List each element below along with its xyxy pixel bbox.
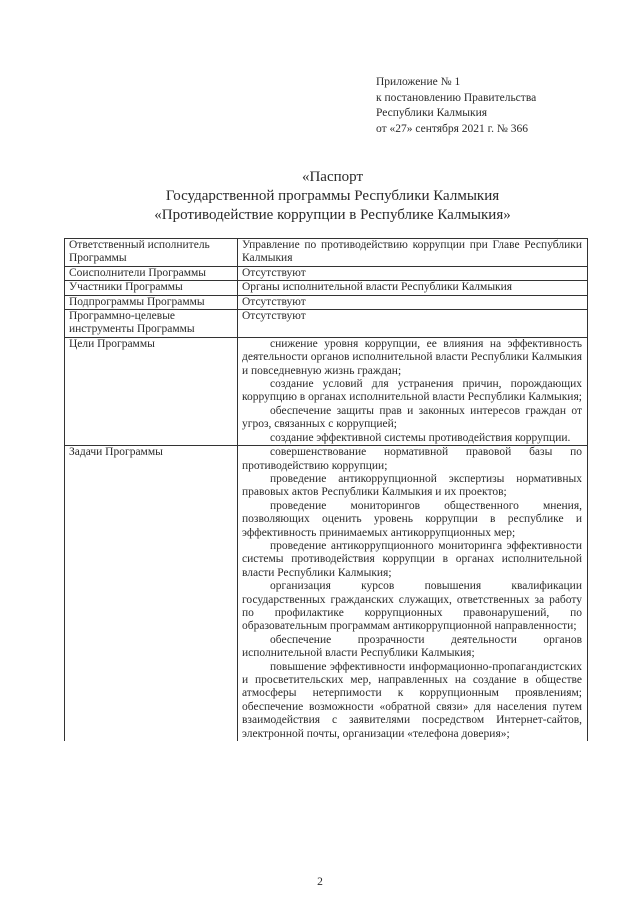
row-label: Задачи Программы <box>65 446 238 741</box>
goal-item: снижение уровня коррупции, ее влияния на эффективность деятельности органов исполнительной власти Республики Калмыкия и повседневную жизнь граждан; <box>242 337 582 377</box>
appendix-line: Приложение № 1 <box>376 76 461 88</box>
page-number: 2 <box>317 876 323 888</box>
title-line: «Противодействие коррупции в Республике Калмыкия» <box>154 207 511 223</box>
row-label: Программно-целевые инструменты Программы <box>65 310 238 338</box>
task-item: совершенствование нормативной правовой базы по противодействию коррупции; <box>242 446 582 472</box>
title-line: «Паспорт <box>301 169 364 185</box>
goal-item: создание условий для устранения причин, порождающих коррупцию в органах исполнительной власти Республики Калмыкия; <box>242 378 582 404</box>
table-row <box>65 295 588 309</box>
table-row <box>65 281 588 295</box>
row-value: Отсутствуют <box>238 266 588 280</box>
row-label: Подпрограммы Программы <box>65 295 238 309</box>
goal-item: создание эффективной системы противодействия коррупции. <box>270 431 571 444</box>
task-item: обеспечение прозрачности деятельности органов исполнительной власти Республики Калмыкия; <box>242 633 582 660</box>
table-row-tasks <box>65 446 588 741</box>
goal-item: обеспечение защиты прав и законных интересов граждан от угроз, связанных с коррупцией; <box>242 404 582 431</box>
row-label: Цели Программы <box>65 337 238 445</box>
row-label: Ответственный исполнитель Программы <box>65 239 238 267</box>
appendix-header <box>376 75 616 137</box>
appendix-line: к постановлению Правительства <box>376 91 537 104</box>
passport-table <box>64 238 588 741</box>
row-value: Отсутствуют <box>238 310 588 338</box>
row-label: Участники Программы <box>65 281 238 295</box>
row-value: Органы исполнительной власти Республики Калмыкия <box>238 281 588 295</box>
task-item: проведение антикоррупционного мониторинга эффективности системы противодействия коррупции в органах исполнительной власти Республики Калмыкия; <box>242 539 582 579</box>
row-label: Соисполнители Программы <box>65 266 238 280</box>
row-value: Отсутствуют <box>238 295 588 309</box>
appendix-line: от «27» сентября 2021 г. № 366 <box>376 122 528 135</box>
table-row-goals <box>65 337 588 445</box>
row-value: Управление по противодействию коррупции при Главе Республики Калмыкия <box>238 239 588 267</box>
task-item: проведение антикоррупционной экспертизы нормативных правовых актов Республики Калмыкия и их проектов; <box>242 472 582 499</box>
table-row <box>65 310 588 338</box>
task-item: организация курсов повышения квалификации государственных гражданских служащих, ответственных за работу по профилактике коррупционных правонарушений, по образовательным программам антикоррупционной направленности; <box>242 580 582 633</box>
appendix-line: Республики Калмыкия <box>376 107 488 119</box>
table-row <box>65 266 588 280</box>
title-line: Государственной программы Республики Калмыкия <box>165 188 500 204</box>
document-title <box>60 168 605 225</box>
tasks-list <box>238 446 588 741</box>
goals-list <box>238 337 588 445</box>
table-row <box>65 239 588 267</box>
task-item: повышение эффективности информационно-пропагандистских и просветительских мер, направленных на создание в обществе атмосферы нетерпимости к коррупционным проявлениям; обеспечение возможности «обратной связи» для населения путем взаимодействия с заявителями посредством Интернет-сайтов, электронной почты, организации «телефона доверия»; <box>242 660 582 740</box>
task-item: проведение мониторингов общественного мнения, позволяющих оценить уровень коррупции в республике и эффективность принимаемых антикоррупционных мер; <box>242 499 582 539</box>
